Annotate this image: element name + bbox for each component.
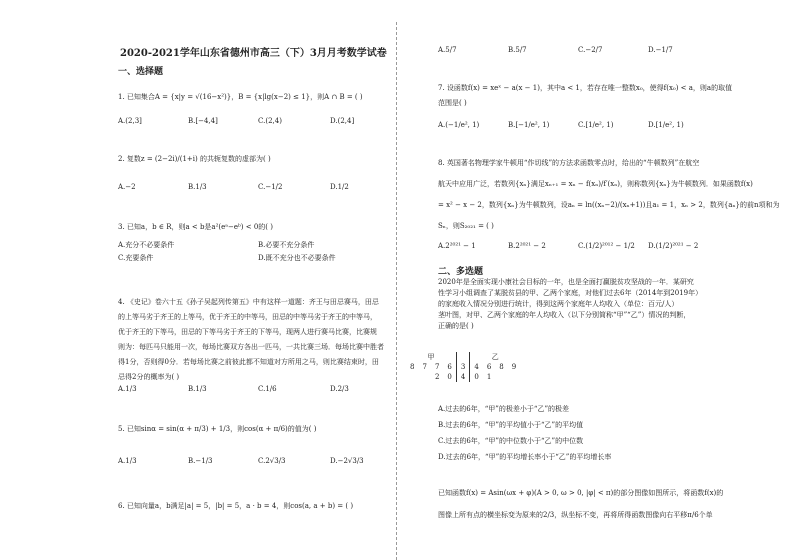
leaf-right: 6 bbox=[486, 363, 492, 371]
leaf-left: 6 bbox=[447, 363, 452, 371]
q4-option-c: C.1/6 bbox=[258, 385, 277, 393]
leaf-right: 8 bbox=[499, 363, 504, 371]
leaf-left: 7 bbox=[422, 363, 427, 371]
q3-option-c: C.充要条件 bbox=[118, 254, 154, 262]
q1-option-c: C.(2,4) bbox=[258, 117, 282, 125]
q2-option-b: B.1/3 bbox=[188, 183, 207, 191]
q4-option-a: A.1/3 bbox=[118, 385, 137, 393]
q3-option-b: B.必要不充分条件 bbox=[258, 241, 315, 249]
q4-line: 的上等马劣于齐王的上等马，优于齐王的中等马，田忌的中等马劣于齐王的中等马， bbox=[118, 313, 377, 321]
q8-line: Sₙ，则S₂₀₂₁ = ( ) bbox=[438, 222, 494, 230]
q4-option-d: D.2/3 bbox=[330, 385, 349, 393]
question-9-stem bbox=[438, 277, 790, 332]
q6-option-c: C.−2/7 bbox=[578, 46, 603, 54]
leaf-right: 0 bbox=[474, 373, 479, 381]
q4-line: 4. 《史记》卷六十五《孙子吴起列传第五》中有这样一道题：齐王与田忌赛马，田忌 bbox=[118, 298, 379, 306]
leaf-left: 0 bbox=[447, 373, 452, 381]
q2-option-a: A.−2 bbox=[118, 183, 136, 191]
q7-line: 7. 设函数f(x) = xeˣ − a(x − 1)，其中a < 1，若存在唯一整数x₀，使得f(x₀) < a，则a的取值 bbox=[438, 84, 733, 92]
q10-line: 已知函数f(x) = Asin(ωx + φ)(A > 0, ω > 0, |φ| < π)的部分图像如图所示，将函数f(x)的 bbox=[438, 489, 724, 497]
q4-line: 得1分，否则得0分．若每场比赛之前彼此都不知道对方所用之马，则比赛结束时，田 bbox=[118, 358, 379, 366]
q9-line: 的家庭收入情况分别进行统计，得到这两个家庭年人均收入（单位：百元/人） bbox=[438, 300, 679, 308]
question-7-stem bbox=[438, 81, 790, 111]
q4-line: 则为：每匹马只能用一次，每场比赛双方各出一匹马，一共比赛三场．每场比赛中胜者 bbox=[118, 343, 384, 351]
q5-option-a: A.1/3 bbox=[118, 457, 137, 465]
leaf-left: 7 bbox=[434, 363, 440, 371]
stemleaf-head-yi: 乙 bbox=[491, 353, 499, 361]
q5-option-b: B.−1/3 bbox=[188, 457, 213, 465]
stemleaf-head-jia: 甲 bbox=[427, 353, 435, 361]
page-title: 2020-2021学年山东省德州市高三（下）3月月考数学试卷 bbox=[120, 48, 387, 59]
leaf-right: 9 bbox=[511, 363, 517, 371]
q4-line: 忌得2分的概率为( ) bbox=[118, 373, 180, 381]
question-10-stem bbox=[438, 482, 790, 526]
q9-line: 正确的是( ) bbox=[438, 322, 474, 330]
q7-option-b: B.[−1/e², 1) bbox=[508, 121, 550, 129]
q7-option-c: C.[1/e², 1) bbox=[578, 121, 614, 129]
leaf-right: 1 bbox=[486, 373, 492, 381]
q9-line: 茎叶图，对甲、乙两个家庭的年人均收入（以下分别简称“甲”“乙”）情况的判断， bbox=[438, 311, 691, 319]
q8-option-a: A.2²⁰²¹ − 1 bbox=[438, 242, 476, 250]
q8-option-d: D.(1/2)²⁰²¹ − 2 bbox=[648, 242, 699, 250]
q6-option-a: A.5/7 bbox=[438, 46, 457, 54]
left-column bbox=[0, 0, 396, 560]
q9-line: 性学习小组调查了某脱贫县的甲、乙两个家庭，对他们过去6年（2014年到2019年） bbox=[438, 289, 703, 297]
q1-option-d: D.(2,4] bbox=[330, 117, 355, 125]
q8-line: = x² − x − 2，数列{xₙ}为牛顿数列，设aₙ = ln((xₙ−2)/(xₙ+1))且a₁ = 1，xₙ > 2，数列{aₙ}的前n项和为 bbox=[438, 201, 780, 209]
q4-option-b: B.1/3 bbox=[188, 385, 207, 393]
q7-option-a: A.(−1/e², 1) bbox=[438, 121, 480, 129]
stem-value: 4 bbox=[456, 372, 469, 382]
question-5-stem: 5. 已知sinα = sin(α + π/3) + 1/3，则cos(α + π/6)的值为( ) bbox=[118, 425, 317, 433]
q3-option-d: D.既不充分也不必要条件 bbox=[258, 254, 336, 262]
q1-option-b: B.[−4,4] bbox=[188, 117, 218, 125]
q7-line: 范围是( ) bbox=[438, 99, 467, 107]
question-2-stem: 2. 复数z = (2−2i)/(1+i) 的共轭复数的虚部为( ) bbox=[118, 155, 271, 163]
q1-option-a: A.(2,3] bbox=[118, 117, 142, 125]
q9-option-c: C.过去的6年，“甲”的中位数小于“乙”的中位数 bbox=[438, 437, 584, 445]
q9-option-b: B.过去的6年，“甲”的平均值小于“乙”的平均值 bbox=[438, 421, 584, 429]
q3-option-a: A.充分不必要条件 bbox=[118, 241, 175, 249]
leaf-left: 2 bbox=[434, 373, 440, 381]
section-multi-choice-heading: 二、多选题 bbox=[438, 267, 484, 277]
stem-leaf-plot bbox=[406, 352, 520, 382]
question-6-stem: 6. 已知向量a，b满足|a| = 5，|b| = 5，a · b = 4，则cos(a, a + b) = ( ) bbox=[118, 502, 354, 510]
q5-option-d: D.−2√3/3 bbox=[330, 457, 364, 465]
q2-option-c: C.−1/2 bbox=[258, 183, 283, 191]
q10-line: 图像上所有点的横坐标变为原来的2/3，纵坐标不变，再将所得函数图像向右平移π/6个单 bbox=[438, 511, 713, 519]
q8-line: 8. 英国著名物理学家牛顿用“作切线”的方法求函数零点时，给出的“牛顿数列”在航空 bbox=[438, 159, 700, 167]
q9-option-d: D.过去的6年，“甲”的平均增长率小于“乙”的平均增长率 bbox=[438, 453, 612, 461]
stem-value: 3 bbox=[456, 362, 469, 372]
q4-line: 优于齐王的下等马，田忌的下等马劣于齐王的下等马，现两人进行赛马比赛，比赛规 bbox=[118, 328, 377, 336]
q8-option-c: C.(1/2)²⁰¹² − 1/2 bbox=[578, 242, 635, 250]
q9-option-a: A.过去的6年，“甲”的极差小于“乙”的极差 bbox=[438, 405, 570, 413]
q8-line: 航天中应用广泛，若数列{xₙ}满足xₙ₊₁ = xₙ − f(xₙ)/f′(xₙ)，则称数列{xₙ}为牛顿数列．如果函数f(x) bbox=[438, 180, 753, 188]
q9-line: 2020年是全面实现小康社会目标的一年，也是全面打赢脱贫攻坚战的一年．某研究 bbox=[438, 278, 694, 286]
column-divider bbox=[396, 22, 397, 560]
leaf-right: 4 bbox=[474, 363, 479, 371]
question-8-stem bbox=[438, 153, 790, 237]
leaf-left: 8 bbox=[410, 363, 415, 371]
q7-option-d: D.[1/e², 1) bbox=[648, 121, 684, 129]
right-column bbox=[398, 0, 794, 560]
question-1-stem: 1. 已知集合A = {x|y = √(16−x²)}，B = {x|lg(x−2) ≤ 1}，则A ∩ B = ( ) bbox=[118, 93, 363, 101]
question-3-stem: 3. 已知a，b ∈ R，则a < b是a²(eᵃ−eᵇ) < 0的( ) bbox=[118, 223, 273, 231]
q8-option-b: B.2²⁰²¹ − 2 bbox=[508, 242, 546, 250]
question-4-stem bbox=[118, 295, 390, 385]
q6-option-d: D.−1/7 bbox=[648, 46, 673, 54]
section-choice-heading: 一、选择题 bbox=[118, 67, 164, 77]
q6-option-b: B.5/7 bbox=[508, 46, 527, 54]
q2-option-d: D.1/2 bbox=[330, 183, 349, 191]
q5-option-c: C.2√3/3 bbox=[258, 457, 286, 465]
